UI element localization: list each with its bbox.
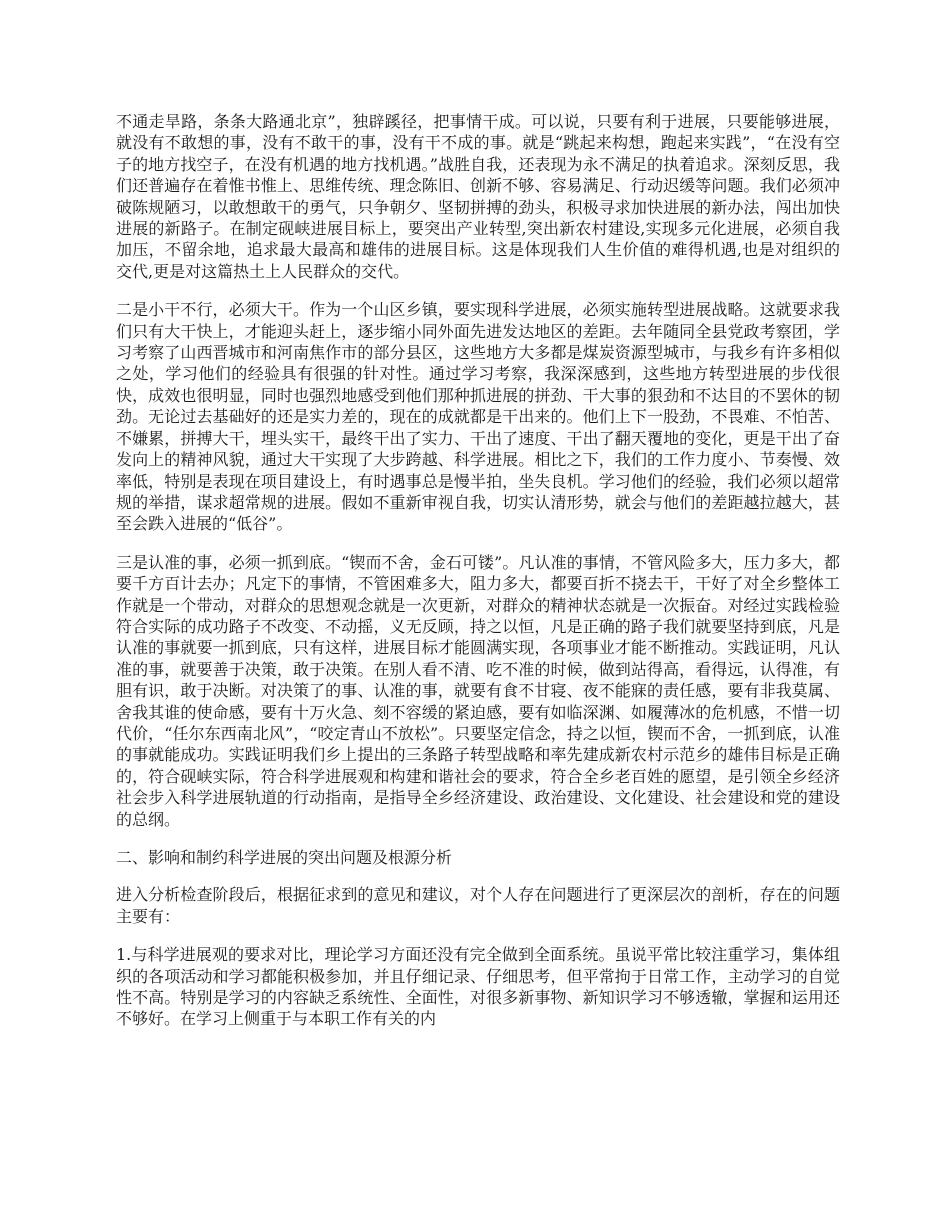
document-body (116, 111, 840, 1047)
paragraph-5: 1.与科学进展观的要求对比，理论学习方面还没有完全做到全面系统。虽说平常比较注重学习，集体组织的各项活动和学习都能积极参加，并且仔细记录、仔细思考，但平常拘于日常工作，主动学习的自觉性不高。特别是学习的内容缺乏系统性、全面性，对很多新事物、新知识学习不够透辙，掌握和运用还不够好。在学习上侧重于与本职工作有关的内 (116, 945, 840, 1029)
paragraph-2: 二是小干不行，必须大干。作为一个山区乡镇，要实现科学进展，必须实施转型进展战略。这就要求我们只有大干快上，才能迎头赶上，逐步缩小同外面先进发达地区的差距。去年随同全县党政考察团，学习考察了山西晋城市和河南焦作市的部分县区，这些地方大多都是煤炭资源型城市，与我乡有许多相似之处，学习他们的经验具有很强的针对性。通过学习考察，我深深感到，这些地方转型进展的步伐很快，成效也很明显，同时也强烈地感受到他们那种抓进展的拼劲、干大事的狠劲和不达目的不罢休的韧劲。无论过去基础好的还是实力差的，现在的成就都是干出来的。他们上下一股劲，不畏难、不怕苦、不嫌累，拼搏大干，埋头实干，最终干出了实力、干出了速度、干出了翻天覆地的变化，更是干出了奋发向上的精神风貌，通过大干实现了大步跨越、科学进展。相比之下，我们的工作力度小、节奏慢、效率低，特别是表现在项目建设上，有时遇事总是慢半拍，坐失良机。学习他们的经验，我们必须以超常规的举措，谋求超常规的进展。假如不重新审视自我，切实认清形势，就会与他们的差距越拉越大，甚至会跌入进展的“低谷”。 (116, 300, 840, 534)
paragraph-3: 三是认准的事，必须一抓到底。“锲而不舍，金石可镂”。凡认准的事情，不管风险多大，压力多大，都要千方百计去办；凡定下的事情，不管困难多大，阻力多大，都要百折不挠去干，干好了对全乡整体工作就是一个带动，对群众的思想观念就是一次更新，对群众的精神状态就是一次振奋。对经过实践检验符合实际的成功路子不改变、不动摇，义无反顾，持之以恒，凡是正确的路子我们就要坚持到底，凡是认准的事就要一抓到底，只有这样，进展目标才能圆满实现，各项事业才能不断推动。实践证明，凡认准的事，就要善于决策，敢于决策。在别人看不清、吃不准的时候，做到站得高，看得远，认得准，有胆有识，敢于决断。对决策了的事、认准的事，就要有食不甘寝、夜不能寐的责任感，要有非我莫属、舍我其谁的使命感，要有十万火急、刻不容缓的紧迫感，要有如临深渊、如履薄冰的危机感，不惜一切代价，“任尔东西南北风”，“咬定青山不放松”。只要坚定信念，持之以恒，锲而不舍，一抓到底，认准的事就能成功。实践证明我们乡上提出的三条路子转型战略和率先建成新农村示范乡的雄伟目标是正确的，符合砚峡实际，符合科学进展观和构建和谐社会的要求，符合全乡老百姓的愿望，是引领全乡经济社会步入科学进展轨道的行动指南，是指导全乡经济建设、政治建设、文化建设、社会建设和党的建设的总纲。 (116, 552, 840, 829)
paragraph-4: 进入分析检查阶段后，根据征求到的意见和建议，对个人存在问题进行了更深层次的剖析，存在的问题主要有： (116, 885, 840, 926)
paragraph-1: 不通走旱路，条条大路通北京”，独辟蹊径，把事情干成。可以说，只要有利于进展，只要能够进展，就没有不敢想的事，没有不敢干的事，没有干不成的事。就是“跳起来构想，跑起来实践”，“在没有空子的地方找空子，在没有机遇的地方找机遇。”战胜自我，还表现为永不满足的执着追求。深刻反思，我们还普遍存在着惟书惟上、思维传统、理念陈旧、创新不够、容易满足、行动迟缓等问题。我们必须冲破陈规陋习，以敢想敢干的勇气，只争朝夕、坚韧拼搏的劲头，积极寻求加快进展的新办法，闯出加快进展的新路子。在制定砚峡进展目标上，要突出产业转型,突出新农村建设,实现多元化进展，必须自我加压，不留余地，追求最大最高和雄伟的进展目标。这是体现我们人生价值的难得机遇,也是对组织的交代,更是对这篇热土上人民群众的交代。 (116, 112, 840, 281)
section-heading: 二、影响和制约科学进展的突出问题及根源分析 (116, 848, 453, 867)
